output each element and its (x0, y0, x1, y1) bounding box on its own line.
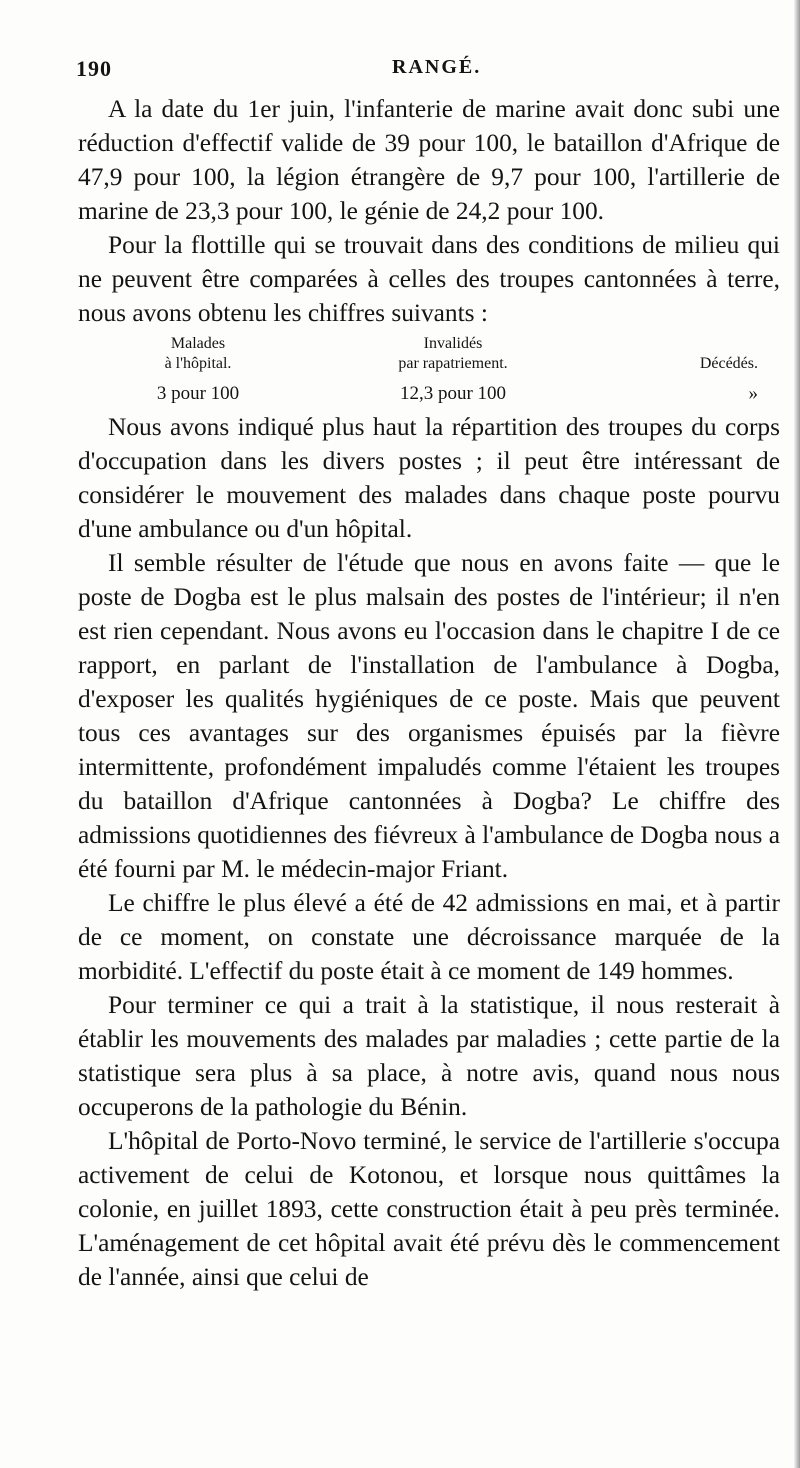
page-edge-shadow (794, 0, 800, 1468)
paragraph: Il semble résulter de l'étude que nous en avons faite — que le poste de Dogba est le plus malsain des postes de l'intérieur; il n'en est rien cependant. Nous avons eu l'occasion dans le chapitre I de ce rapport, en parlant de l'installation de l'ambulance à Dogba, d'exposer les qualités hygiéniques de ce poste. Mais que peuvent tous ces avantages sur des organismes épuisés par la fièvre intermittente, profondément impaludés comme l'étaient les troupes du bataillon d'Afrique cantonnées à Dogba? Le chiffre des admissions quotidiennes des fiévreux à l'ambulance de Dogba nous a été fourni par M. le médecin-major Friant. (78, 549, 780, 883)
page-header (76, 56, 776, 92)
column-value: » (748, 383, 758, 404)
stats-column-decedes (588, 334, 768, 404)
column-value: 3 pour 100 (156, 383, 240, 404)
paragraph: Pour la flottille qui se trouvait dans des conditions de milieu qui ne peuvent être comparées à celles des troupes cantonnées à terre, nous avons obtenu les chiffres suivants : (78, 231, 780, 327)
flotilla-stats-table (78, 334, 780, 404)
body-text (78, 92, 780, 1294)
stats-column-invalides (318, 334, 588, 404)
stats-column-malades (78, 334, 318, 404)
column-header: par rapatriement. (398, 355, 508, 372)
column-header: à l'hôpital. (164, 355, 232, 372)
paragraph: A la date du 1er juin, l'infanterie de marine avait donc subi une réduction d'effectif valide de 39 pour 100, le bataillon d'Afrique de 47,9 pour 100, la légion étrangère de 9,7 pour 100, l'artillerie de marine de 23,3 pour 100, le génie de 24,2 pour 100. (78, 95, 780, 225)
paragraph: Nous avons indiqué plus haut la répartition des troupes du corps d'occupation dans les divers postes ; il peut être intéressant de considérer le mouvement des malades dans chaque poste pourvu d'une ambulance ou d'un hôpital. (78, 413, 780, 543)
page-number: 190 (76, 56, 112, 81)
running-title: RANGÉ. (392, 56, 482, 78)
paragraph: Pour terminer ce qui a trait à la statistique, il nous resterait à établir les mouvements des malades par maladies ; cette partie de la statistique sera plus à sa place, à notre avis, quand nous nous occuperons de la pathologie du Bénin. (78, 991, 780, 1121)
column-header: Malades (170, 335, 226, 352)
paragraph: Le chiffre le plus élevé a été de 42 admissions en mai, et à partir de ce moment, on constate une décroissance marquée de la morbidité. L'effectif du poste était à ce moment de 149 hommes. (78, 889, 780, 985)
column-value: 12,3 pour 100 (399, 383, 507, 404)
paragraph: L'hôpital de Porto-Novo terminé, le service de l'artillerie s'occupa activement de celui de Kotonou, et lorsque nous quittâmes la colonie, en juillet 1893, cette construction était à peu près terminée. L'aménagement de cet hôpital avait été prévu dès le commencement de l'année, ainsi que celui de (78, 1127, 780, 1291)
column-header: Décédés. (699, 355, 758, 372)
column-header: Invalidés (423, 335, 483, 352)
